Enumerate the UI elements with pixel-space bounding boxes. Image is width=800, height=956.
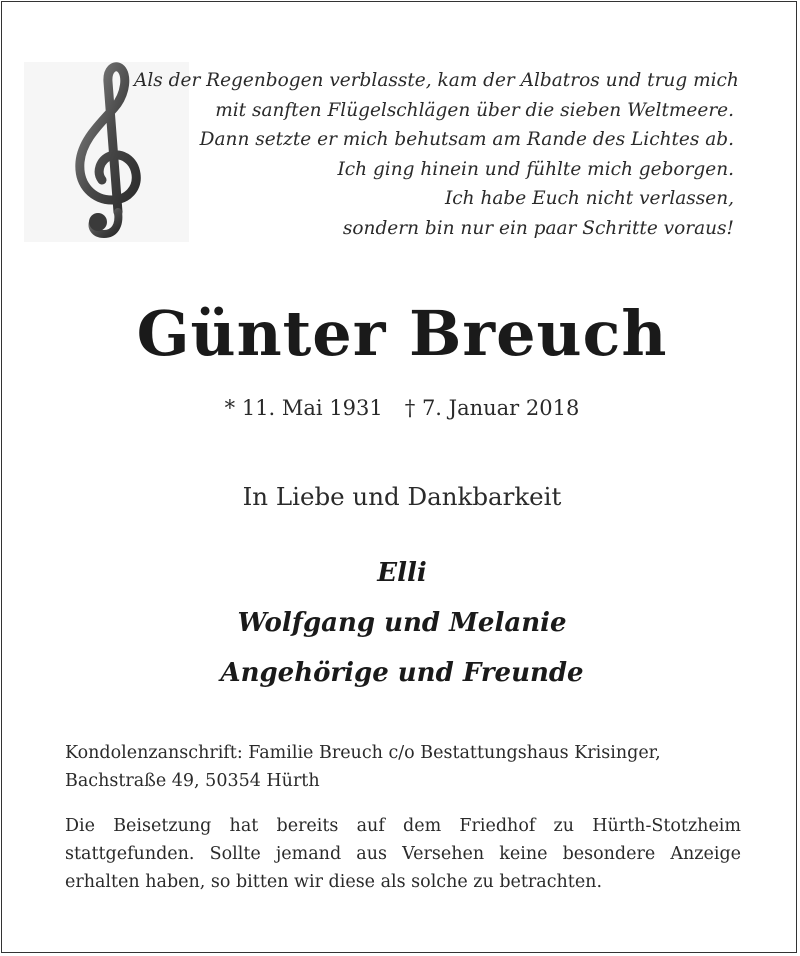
poem-line: Ich habe Euch nicht verlassen, xyxy=(445,188,734,209)
poem-line: Dann setzte er mich behutsam am Rande des Lichtes ab. xyxy=(199,129,734,150)
poem-block xyxy=(134,66,739,243)
mourner-name: Angehörige und Freunde xyxy=(220,658,584,688)
death-date: † 7. Januar 2018 xyxy=(404,396,580,420)
deceased-name: Günter Breuch xyxy=(136,297,668,370)
condolence-line: Bachstraße 49, 50354 Hürth xyxy=(65,771,320,791)
mourner-name: Wolfgang und Melanie xyxy=(237,608,567,638)
mourners-list xyxy=(2,548,800,698)
condolence-address xyxy=(65,739,745,795)
burial-note-line: stattgefunden. Sollte jemand aus Versehen keine besondere Anzeige xyxy=(65,844,741,864)
mourner-name: Elli xyxy=(377,558,427,588)
birth-date: * 11. Mai 1931 xyxy=(224,396,383,420)
condolence-line: Kondolenzanschrift: Familie Breuch c/o Bestattungshaus Krisinger, xyxy=(65,743,661,763)
poem-line: mit sanften Flügelschlägen über die sieben Weltmeere. xyxy=(215,99,734,121)
burial-note-line: Die Beisetzung hat bereits auf dem Friedhof zu Hürth-Stotzheim xyxy=(65,816,741,836)
burial-note-line: erhalten haben, so bitten wir diese als solche zu betrachten. xyxy=(65,872,603,892)
poem-line: Ich ging hinein und fühlte mich geborgen. xyxy=(337,158,734,180)
burial-note xyxy=(65,812,741,896)
obituary-frame xyxy=(1,1,797,953)
poem-line: sondern bin nur ein paar Schritte voraus! xyxy=(342,217,734,239)
gratitude-line: In Liebe und Dankbarkeit xyxy=(242,482,562,511)
life-dates xyxy=(2,394,800,422)
poem-line: Als der Regenbogen verblasste, kam der Albatros und trug mich xyxy=(134,70,739,91)
